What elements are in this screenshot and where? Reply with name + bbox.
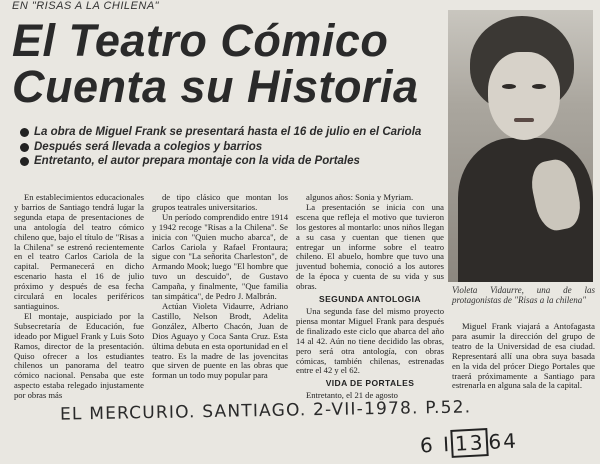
handwritten-archive-number — [419, 428, 518, 457]
article-column-4 — [452, 322, 595, 391]
section-kicker: EN "RISAS A LA CHILENA" — [12, 0, 160, 12]
archive-number-boxed: 13 — [450, 428, 489, 458]
bullet-item: Después será llevada a colegios y barrios — [18, 140, 443, 155]
bullet-dot-icon — [20, 128, 29, 137]
bullet-item: La obra de Miguel Frank se presentará hasta el 16 de julio en el Cariola — [18, 125, 443, 140]
bullet-dot-icon — [20, 143, 29, 152]
paragraph: Una segunda fase del mismo proyecto piensa montar Miguel Frank para después de finalizado este ciclo que abarca del año 14 al 42. Aún no tiene decidido las obras, pero será otra antología, con obras cómicas, también chilenas, estrenadas entre el 42 y el 62. — [296, 305, 444, 376]
article-column-3 — [296, 193, 444, 401]
handwritten-source-note: EL MERCURIO. SANTIAGO. 2-VII-1978. P.52. — [59, 397, 472, 425]
paragraph: algunos años: Sonia y Myriam. — [306, 192, 414, 202]
photo-caption: Violeta Vidaurre, una de las protagonistas de "Risas a la chilena" — [452, 285, 595, 305]
subheading: SEGUNDA ANTOLOGIA — [319, 294, 421, 305]
article-column-1 — [14, 193, 144, 401]
headline — [12, 15, 442, 112]
paragraph: La presentación se inicia con una escena que refleja el motivo que tuvieron los gestores al montarlo: unos niños llegan a su casa y cuentan que tienen que entregar un informe sobre el teatro chileno. El abuelo, hombre que tuvo una juventud bohemia, conoció a los autores de la época y cuenta de su vida y sus obras. — [296, 201, 444, 292]
paragraph: Miguel Frank viajará a Antofagasta para asumir la dirección del grupo de teatro de la Universidad de esa ciudad. Representará allí una obra suya basada en la vida del prócer Diego Portales que traerá próximamente a Santiago para estrenarla en alguna sala de la capital. — [452, 321, 595, 391]
archive-number-prefix: 6 I — [419, 431, 452, 458]
paragraph: Actúan Violeta Vidaurre, Adriano Castillo, Nelson Brodt, Adelita González, Alberto Chacón, Juan de Dios Aguayo y Coca Santa Cruz. Esta última debuta en esta oportunidad en el teatro. Es la madre de las jovencitas que sirven de puente en las obras que forman un todo muy popular para — [152, 300, 288, 381]
bullet-dot-icon — [20, 157, 29, 166]
paragraph: En establecimientos educacionales y barrios de Santiago tendrá lugar la segunda etapa de presentaciones de una antología del teatro cómico chileno que, bajo el título de "Risas a la Chilena" se estrenó recientemente en el teatro Carlos Cariola de la capital. Permanecerá en dicho escenario hasta el 16 de julio próximo y después de esa fecha circulará en locales periféricos santiaguinos. — [14, 192, 144, 311]
paragraph: El montaje, auspiciado por la Subsecretaría de Educación, fue ideado por Miguel Frank y Luis Soto Ramos, director de la presentación. Quiso ofrecer a los estudiantes chilenos un panorama del teatro cómico nacional. Pensaba que este aspecto estaba relegado injustamente por obras más — [14, 310, 144, 401]
paragraph: Entretanto, el 21 de agosto — [306, 390, 398, 401]
archive-number-suffix: 64 — [487, 428, 519, 454]
paragraph: de tipo clásico que montan los grupos teatrales universitarios. — [152, 192, 288, 212]
paragraph: Un período comprendido entre 1914 y 1942 recoge "Risas a la Chilena". Se inicia con "Quien mucho abarca", de Carlos Cariola y Rafael Frontaura; sigue con "La señorita Charleston", de Armando Mook; luego "El hombre que tuvo un descuido", de Gustavo Campaña, y finalmente, "Que familia tan simpática", de Pedro J. Malbrán. — [152, 211, 288, 302]
summary-bullets — [18, 125, 443, 169]
subheading: VIDA DE PORTALES — [325, 378, 415, 389]
headline-line-1: El Teatro Cómico — [12, 15, 389, 66]
portrait-photo — [448, 10, 593, 282]
headline-line-2: Cuenta su Historia — [12, 61, 419, 112]
bullet-item: Entretanto, el autor prepara montaje con la vida de Portales — [18, 154, 443, 169]
article-column-2 — [152, 193, 288, 381]
